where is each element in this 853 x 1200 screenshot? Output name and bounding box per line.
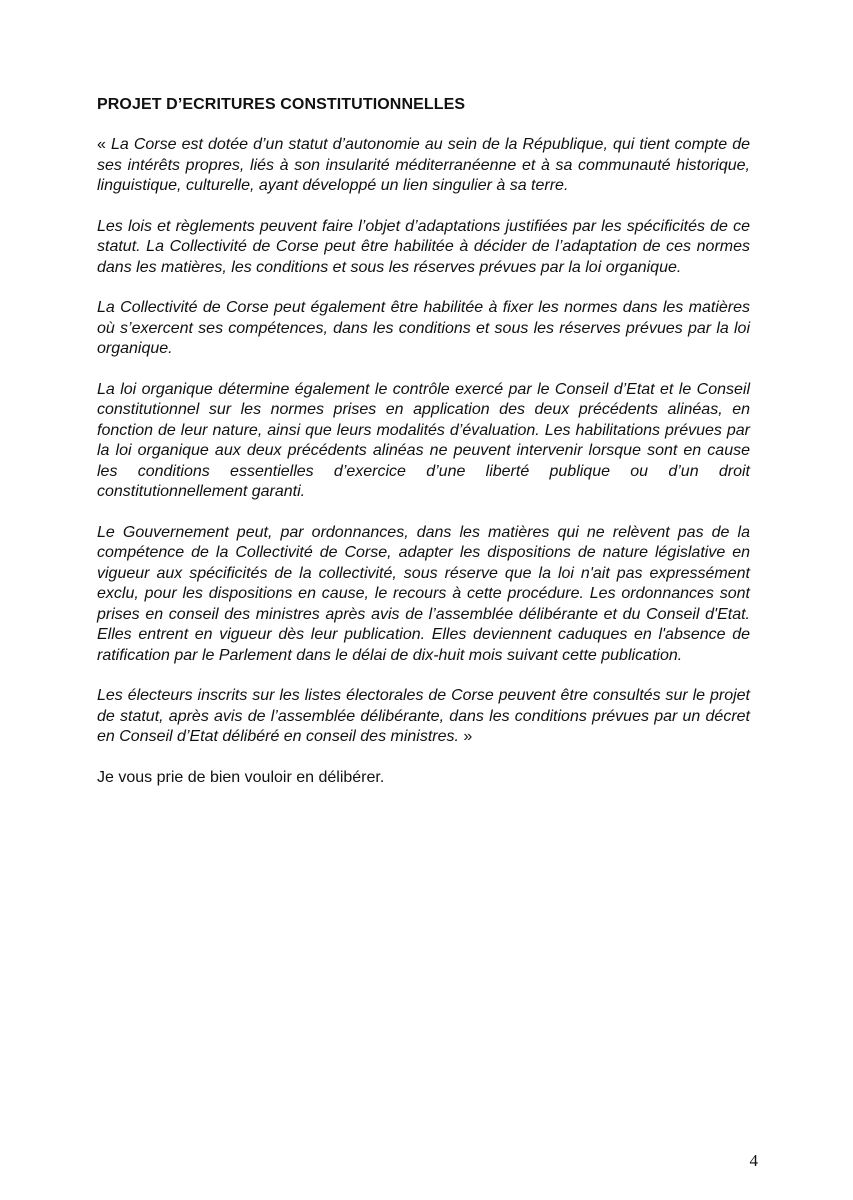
paragraph-3: La Collectivité de Corse peut également être habilitée à fixer les normes dans les matières où s’exercent ses compétences, dans les conditions et sous les réserves prévues par la loi organique. [97, 299, 750, 357]
paragraph-1-text: La Corse est dotée d’un statut d’autonomie au sein de la République, qui tient compte de ses intérêts propres, liés à son insularité méditerranéenne et à sa communauté historique, linguistique, culturelle, ayant développé un lien singulier à sa terre. [97, 136, 751, 194]
paragraph-1 [97, 135, 750, 197]
closing-quote-mark: » [458, 728, 473, 745]
closing-sentence: Je vous prie de bien vouloir en délibérer. [97, 768, 385, 786]
document-heading: PROJET D’ECRITURES CONSTITUTIONNELLES [97, 96, 466, 113]
opening-quote-mark: « [97, 136, 111, 153]
document-page [97, 95, 750, 788]
page-number: 4 [749, 1151, 758, 1170]
paragraph-5: Le Gouvernement peut, par ordonnances, dans les matières qui ne relèvent pas de la compétence de la Collectivité de Corse, adapter les dispositions de nature législative en vigueur aux spécificités de la collectivité, sous réserve que la loi n'ait pas expressément exclu, pour les dispositions en cause, le recours à cette procédure. Les ordonnances sont prises en conseil des ministres après avis de l’assemblée délibérante et du Conseil d'Etat. Elles entrent en vigueur dès leur publication. Elles deviennent caduques en l'absence de ratification par le Parlement dans le délai de dix-huit mois suivant cette publication. [97, 523, 750, 664]
paragraph-2: Les lois et règlements peuvent faire l’objet d’adaptations justifiées par les spécificités de ce statut. La Collectivité de Corse peut être habilitée à décider de l’adaptation de ces normes dans les matières, les conditions et sous les réserves prévues par la loi organique. [97, 217, 750, 276]
paragraph-6 [97, 686, 750, 748]
paragraph-6-text: Les électeurs inscrits sur les listes électorales de Corse peuvent être consultés sur le projet de statut, après avis de l’assemblée délibérante, dans les conditions prévues par un décret en Conseil d’Etat délibéré en conseil des ministres. [97, 687, 750, 745]
paragraph-4: La loi organique détermine également le contrôle exercé par le Conseil d’Etat et le Conseil constitutionnel sur les normes prises en application des deux précédents alinéas, en fonction de leur nature, ainsi que leurs modalités d’évaluation. Les habilitations prévues par la loi organique aux deux précédents alinéas ne peuvent intervenir lorsque sont en cause les conditions essentielles d’exercice d’une liberté publique ou d’un droit constitutionnellement garanti. [97, 380, 750, 500]
